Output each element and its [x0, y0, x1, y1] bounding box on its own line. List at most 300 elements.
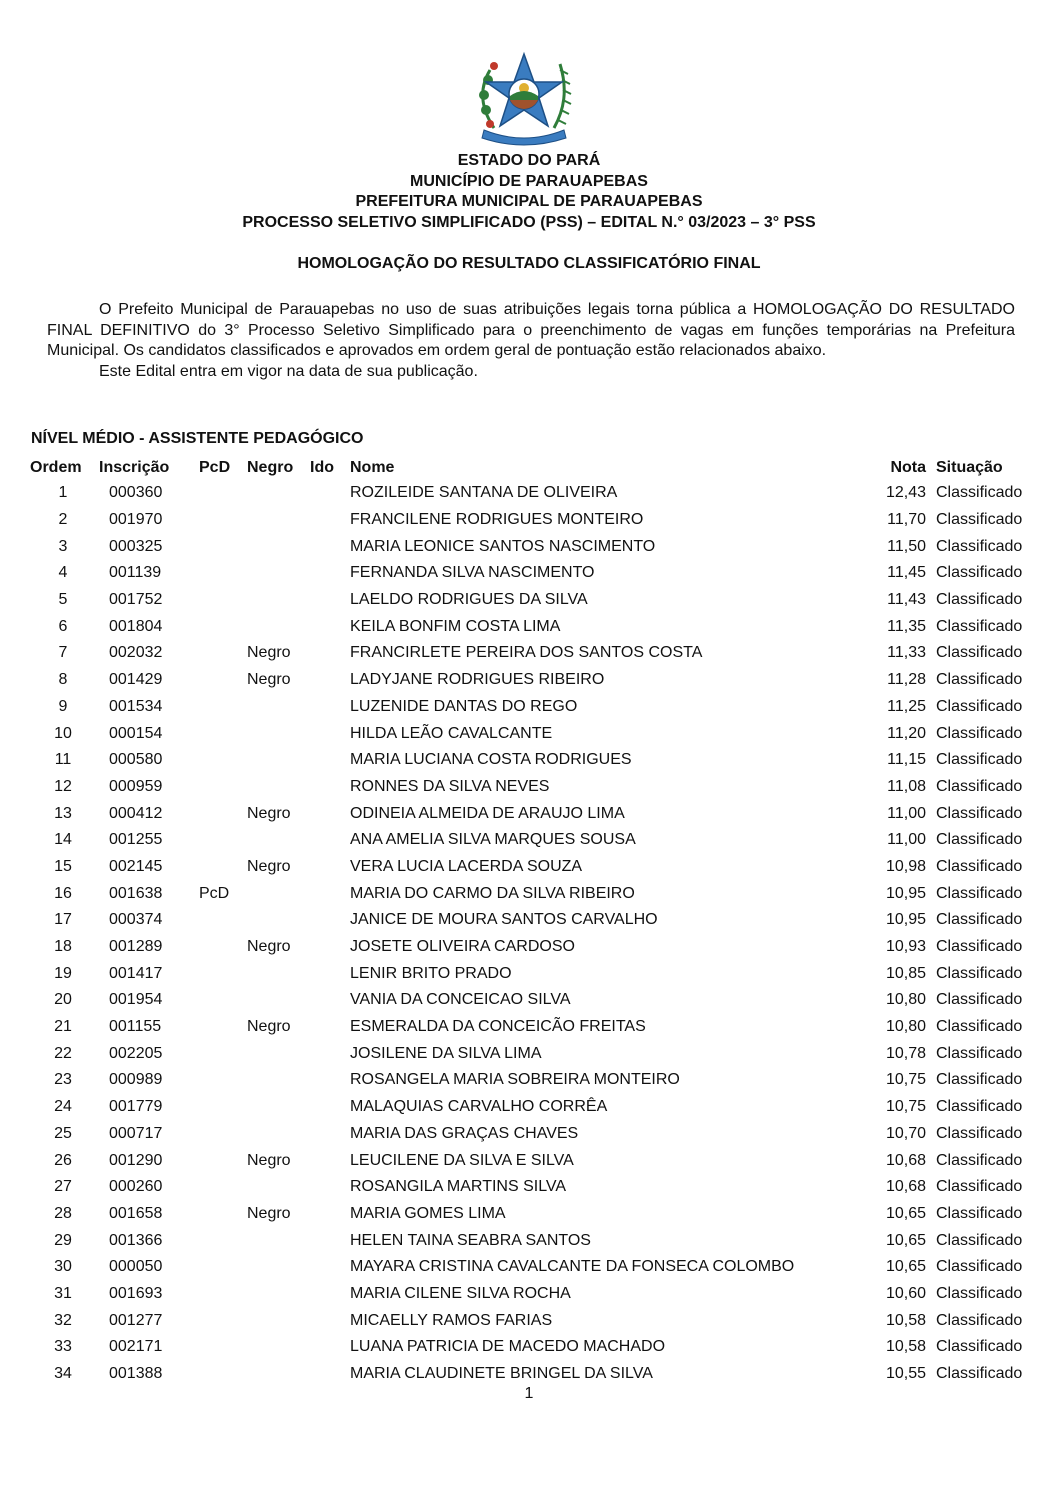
cell-negro: Negro [247, 671, 291, 689]
cell-nota: 10,65 [885, 1204, 926, 1222]
cell-nota: 11,50 [887, 537, 926, 555]
header-process: PROCESSO SELETIVO SIMPLIFICADO (PSS) – EDITAL N.° 03/2023 – 3° PSS [242, 213, 816, 231]
cell-nota: 11,35 [887, 617, 926, 635]
cell-pcd [199, 1040, 247, 1067]
cell-inscricao: 002145 [109, 857, 163, 875]
cell-pcd [199, 854, 247, 881]
cell-nota: 10,75 [885, 1098, 926, 1116]
cell-ido [310, 640, 350, 667]
cell-negro [247, 1121, 310, 1148]
cell-ordem: 27 [54, 1178, 72, 1196]
cell-negro [247, 827, 310, 854]
table-row [27, 1014, 1036, 1041]
cell-ido [310, 1040, 350, 1067]
table-row [27, 533, 1036, 560]
table-row [27, 1361, 1036, 1388]
table-row [27, 720, 1036, 747]
cell-nota: 10,58 [885, 1338, 926, 1356]
table-row [27, 1334, 1036, 1361]
cell-negro [247, 960, 310, 987]
cell-situacao: Classificado [936, 1365, 1023, 1383]
cell-situacao: Classificado [936, 1231, 1023, 1249]
table-row [27, 880, 1036, 907]
cell-nome: JANICE DE MOURA SANTOS CARVALHO [350, 911, 658, 929]
document-header [0, 151, 1058, 233]
table-row [27, 800, 1036, 827]
table-row [27, 960, 1036, 987]
cell-nome: LAELDO RODRIGUES DA SILVA [350, 591, 588, 609]
table-row [27, 774, 1036, 801]
cell-nota: 11,00 [887, 831, 926, 849]
cell-negro [247, 1334, 310, 1361]
column-header-ido: Ido [310, 458, 334, 476]
cell-inscricao: 001366 [109, 1231, 163, 1249]
table-row [27, 827, 1036, 854]
cell-pcd [199, 640, 247, 667]
cell-inscricao: 000360 [109, 484, 163, 502]
cell-pcd [199, 960, 247, 987]
cell-pcd [199, 774, 247, 801]
cell-ordem: 22 [54, 1044, 72, 1062]
cell-inscricao: 000989 [109, 1071, 163, 1089]
table-row [27, 1121, 1036, 1148]
table-row [27, 694, 1036, 721]
cell-pcd [199, 1014, 247, 1041]
cell-negro [247, 1281, 310, 1308]
cell-nome: LADYJANE RODRIGUES RIBEIRO [350, 671, 605, 689]
cell-ordem: 15 [54, 857, 72, 875]
cell-nome: ODINEIA ALMEIDA DE ARAUJO LIMA [350, 804, 625, 822]
table-row [27, 1067, 1036, 1094]
cell-pcd [199, 480, 247, 507]
cell-nota: 10,80 [885, 991, 926, 1009]
table-row [27, 667, 1036, 694]
cell-situacao: Classificado [936, 911, 1023, 929]
cell-negro [247, 1040, 310, 1067]
intro-paragraph-1: O Prefeito Municipal de Parauapebas no uso de suas atribuições legais torna pública a HOMOLOGAÇÃO DO RESULTADO FINAL DEFINITIVO do 3° Processo Seletivo Simplificado para o preenchimento de vagas em funções temporárias na Prefeitura Municipal. Os candidatos classificados e aprovados em ordem geral de pontuação estão relacionados abaixo. [47, 301, 1015, 359]
cell-ordem: 30 [54, 1258, 72, 1276]
cell-situacao: Classificado [936, 831, 1023, 849]
cell-nota: 11,33 [887, 644, 926, 662]
cell-ordem: 1 [58, 484, 68, 502]
cell-inscricao: 000154 [109, 724, 163, 742]
cell-inscricao: 001289 [109, 938, 163, 956]
cell-negro [247, 747, 310, 774]
cell-situacao: Classificado [936, 751, 1023, 769]
cell-nome: MARIA GOMES LIMA [350, 1204, 506, 1222]
cell-ordem: 34 [54, 1365, 72, 1383]
cell-negro [247, 720, 310, 747]
cell-negro: Negro [247, 1204, 291, 1222]
cell-situacao: Classificado [936, 777, 1023, 795]
cell-ordem: 8 [58, 671, 68, 689]
cell-situacao: Classificado [936, 1098, 1023, 1116]
cell-ido [310, 800, 350, 827]
cell-negro [247, 507, 310, 534]
cell-ordem: 23 [54, 1071, 72, 1089]
cell-nota: 10,68 [885, 1151, 926, 1169]
cell-situacao: Classificado [936, 644, 1023, 662]
cell-negro [247, 587, 310, 614]
cell-negro [247, 1067, 310, 1094]
cell-pcd [199, 1361, 247, 1388]
cell-ido [310, 667, 350, 694]
cell-inscricao: 001277 [109, 1311, 163, 1329]
cell-ordem: 17 [54, 911, 72, 929]
cell-nota: 10,95 [885, 911, 926, 929]
table-row [27, 480, 1036, 507]
header-prefecture: PREFEITURA MUNICIPAL DE PARAUAPEBAS [355, 193, 703, 210]
cell-nome: MARIA CILENE SILVA ROCHA [350, 1284, 571, 1302]
cell-ido [310, 1334, 350, 1361]
cell-situacao: Classificado [936, 1044, 1023, 1062]
cell-ordem: 16 [54, 884, 72, 902]
cell-ido [310, 560, 350, 587]
cell-ido [310, 1201, 350, 1228]
cell-ordem: 9 [58, 697, 68, 715]
cell-pcd [199, 1121, 247, 1148]
cell-negro: Negro [247, 644, 291, 662]
cell-pcd [199, 507, 247, 534]
cell-inscricao: 001417 [109, 964, 163, 982]
cell-inscricao: 000260 [109, 1178, 163, 1196]
column-header-situacao: Situação [936, 458, 1003, 476]
table-row [27, 613, 1036, 640]
cell-pcd [199, 720, 247, 747]
cell-nome: ANA AMELIA SILVA MARQUES SOUSA [350, 831, 636, 849]
cell-situacao: Classificado [936, 591, 1023, 609]
cell-ordem: 6 [58, 617, 68, 635]
page-number: 1 [524, 1385, 534, 1402]
table-header-row [27, 455, 1036, 480]
cell-inscricao: 000959 [109, 777, 163, 795]
cell-situacao: Classificado [936, 697, 1023, 715]
cell-nota: 10,93 [885, 938, 926, 956]
cell-nome: FRANCILENE RODRIGUES MONTEIRO [350, 511, 644, 529]
cell-nota: 10,75 [885, 1071, 926, 1089]
cell-ordem: 29 [54, 1231, 72, 1249]
cell-nome: MARIA LUCIANA COSTA RODRIGUES [350, 751, 632, 769]
cell-nome: ROZILEIDE SANTANA DE OLIVEIRA [350, 484, 618, 502]
cell-ordem: 32 [54, 1311, 72, 1329]
table-row [27, 1227, 1036, 1254]
cell-situacao: Classificado [936, 617, 1023, 635]
cell-nome: MARIA DAS GRAÇAS CHAVES [350, 1124, 579, 1142]
cell-nome: ESMERALDA DA CONCEICÃO FREITAS [350, 1018, 646, 1036]
cell-inscricao: 001155 [109, 1018, 162, 1036]
cell-negro [247, 907, 310, 934]
column-header-negro: Negro [247, 458, 294, 476]
cell-pcd [199, 1174, 247, 1201]
cell-situacao: Classificado [936, 1204, 1023, 1222]
cell-nome: VERA LUCIA LACERDA SOUZA [350, 857, 583, 875]
cell-inscricao: 001388 [109, 1365, 163, 1383]
table-body [27, 480, 1036, 1387]
table-row [27, 1254, 1036, 1281]
cell-pcd [199, 1094, 247, 1121]
cell-nota: 11,25 [887, 697, 926, 715]
cell-negro [247, 987, 310, 1014]
cell-pcd: PcD [199, 884, 230, 902]
document-title: HOMOLOGAÇÃO DO RESULTADO CLASSIFICATÓRIO FINAL [297, 255, 761, 272]
cell-inscricao: 001534 [109, 697, 163, 715]
cell-ido [310, 960, 350, 987]
cell-ido [310, 907, 350, 934]
table-row [27, 640, 1036, 667]
cell-negro: Negro [247, 938, 291, 956]
cell-nota: 11,70 [887, 511, 926, 529]
cell-situacao: Classificado [936, 724, 1023, 742]
cell-pcd [199, 1334, 247, 1361]
cell-nota: 10,85 [885, 964, 926, 982]
cell-ido [310, 507, 350, 534]
cell-situacao: Classificado [936, 964, 1023, 982]
cell-negro [247, 1307, 310, 1334]
cell-negro [247, 1361, 310, 1388]
cell-nome: VANIA DA CONCEICAO SILVA [350, 991, 571, 1009]
table-row [27, 747, 1036, 774]
cell-nota: 10,70 [885, 1124, 926, 1142]
cell-inscricao: 001139 [109, 564, 162, 582]
cell-negro [247, 1227, 310, 1254]
cell-ordem: 25 [54, 1124, 72, 1142]
table-row [27, 987, 1036, 1014]
cell-inscricao: 002032 [109, 644, 163, 662]
cell-ido [310, 480, 350, 507]
cell-ido [310, 587, 350, 614]
cell-pcd [199, 1281, 247, 1308]
cell-ordem: 3 [58, 537, 68, 555]
cell-inscricao: 001638 [109, 884, 163, 902]
cell-ordem: 14 [54, 831, 72, 849]
cell-situacao: Classificado [936, 1124, 1023, 1142]
cell-nome: HILDA LEÃO CAVALCANTE [350, 724, 553, 742]
cell-nome: JOSETE OLIVEIRA CARDOSO [350, 938, 575, 956]
cell-pcd [199, 533, 247, 560]
cell-negro [247, 533, 310, 560]
table-row [27, 1147, 1036, 1174]
table-row [27, 587, 1036, 614]
cell-nota: 10,60 [885, 1284, 926, 1302]
cell-negro [247, 1094, 310, 1121]
table-row [27, 1281, 1036, 1308]
cell-ido [310, 934, 350, 961]
cell-nome: ROSANGILA MARTINS SILVA [350, 1178, 567, 1196]
cell-pcd [199, 907, 247, 934]
cell-pcd [199, 1227, 247, 1254]
cell-ido [310, 613, 350, 640]
cell-situacao: Classificado [936, 857, 1023, 875]
cell-ordem: 31 [54, 1284, 72, 1302]
cell-ido [310, 720, 350, 747]
cell-negro [247, 560, 310, 587]
table-row [27, 1040, 1036, 1067]
cell-nome: MAYARA CRISTINA CAVALCANTE DA FONSECA COLOMBO [350, 1258, 795, 1276]
cell-ido [310, 1227, 350, 1254]
cell-ido [310, 854, 350, 881]
cell-ido [310, 694, 350, 721]
cell-inscricao: 001290 [109, 1151, 163, 1169]
cell-negro: Negro [247, 804, 291, 822]
cell-ido [310, 774, 350, 801]
column-header-nota: Nota [890, 458, 926, 476]
cell-negro [247, 694, 310, 721]
cell-ordem: 20 [54, 991, 72, 1009]
column-header-inscricao: Inscrição [99, 458, 170, 476]
cell-ido [310, 1121, 350, 1148]
intro-paragraph-2: Este Edital entra em vigor na data de sua publicação. [99, 362, 478, 380]
cell-inscricao: 000580 [109, 751, 163, 769]
cell-nome: LENIR BRITO PRADO [350, 964, 512, 982]
header-state: ESTADO DO PARÁ [457, 152, 601, 169]
cell-inscricao: 001658 [109, 1204, 163, 1222]
cell-pcd [199, 934, 247, 961]
cell-negro [247, 1174, 310, 1201]
cell-situacao: Classificado [936, 671, 1023, 689]
cell-negro: Negro [247, 1018, 291, 1036]
cell-ordem: 18 [54, 938, 72, 956]
cell-situacao: Classificado [936, 991, 1023, 1009]
cell-ido [310, 1147, 350, 1174]
cell-negro [247, 880, 310, 907]
cell-nome: HELEN TAINA SEABRA SANTOS [350, 1231, 591, 1249]
cell-pcd [199, 800, 247, 827]
cell-inscricao: 002205 [109, 1044, 163, 1062]
cell-situacao: Classificado [936, 804, 1023, 822]
cell-pcd [199, 587, 247, 614]
cell-situacao: Classificado [936, 884, 1023, 902]
cell-nota: 11,15 [887, 751, 926, 769]
cell-ido [310, 533, 350, 560]
cell-ido [310, 747, 350, 774]
cell-situacao: Classificado [936, 1151, 1023, 1169]
cell-situacao: Classificado [936, 1338, 1023, 1356]
cell-ordem: 28 [54, 1204, 72, 1222]
cell-ido [310, 827, 350, 854]
cell-inscricao: 001429 [109, 671, 163, 689]
cell-ordem: 10 [54, 724, 72, 742]
cell-nome: FERNANDA SILVA NASCIMENTO [350, 564, 595, 582]
cell-nome: ROSANGELA MARIA SOBREIRA MONTEIRO [350, 1071, 680, 1089]
cell-ido [310, 987, 350, 1014]
cell-inscricao: 000374 [109, 911, 163, 929]
cell-inscricao: 000325 [109, 537, 163, 555]
cell-nota: 10,58 [885, 1311, 926, 1329]
cell-ordem: 26 [54, 1151, 72, 1169]
cell-pcd [199, 1147, 247, 1174]
cell-situacao: Classificado [936, 938, 1023, 956]
cell-nota: 11,28 [887, 671, 926, 689]
cell-nota: 10,65 [885, 1231, 926, 1249]
column-header-pcd: PcD [199, 458, 231, 476]
cell-ordem: 21 [54, 1018, 72, 1036]
cell-nome: FRANCIRLETE PEREIRA DOS SANTOS COSTA [350, 644, 703, 662]
cell-ordem: 4 [58, 564, 68, 582]
cell-negro [247, 1254, 310, 1281]
cell-nota: 11,08 [887, 777, 926, 795]
cell-nome: MICAELLY RAMOS FARIAS [350, 1311, 553, 1329]
cell-nota: 10,80 [885, 1018, 926, 1036]
cell-nome: LUANA PATRICIA DE MACEDO MACHADO [350, 1338, 666, 1356]
table-row [27, 934, 1036, 961]
cell-ido [310, 1174, 350, 1201]
table-row [27, 1307, 1036, 1334]
cell-inscricao: 001752 [109, 591, 163, 609]
cell-situacao: Classificado [936, 511, 1023, 529]
cell-ordem: 19 [54, 964, 72, 982]
table-row [27, 507, 1036, 534]
header-municipality: MUNICÍPIO DE PARAUAPEBAS [410, 172, 648, 190]
cell-pcd [199, 694, 247, 721]
cell-inscricao: 000412 [109, 804, 163, 822]
table-row [27, 854, 1036, 881]
cell-ordem: 7 [58, 644, 68, 662]
cell-pcd [199, 827, 247, 854]
table-row [27, 1094, 1036, 1121]
cell-nota: 10,78 [885, 1044, 926, 1062]
cell-nota: 11,00 [887, 804, 926, 822]
cell-pcd [199, 560, 247, 587]
cell-inscricao: 002171 [109, 1338, 163, 1356]
table-row [27, 907, 1036, 934]
cell-nota: 10,68 [885, 1178, 926, 1196]
cell-pcd [199, 987, 247, 1014]
cell-nome: LUZENIDE DANTAS DO REGO [350, 697, 578, 715]
cell-ordem: 13 [54, 804, 72, 822]
table-row [27, 1174, 1036, 1201]
section-title: NÍVEL MÉDIO - ASSISTENTE PEDAGÓGICO [31, 430, 364, 447]
cell-situacao: Classificado [936, 564, 1023, 582]
cell-inscricao: 001693 [109, 1284, 163, 1302]
results-table [27, 455, 1036, 1387]
cell-pcd [199, 1067, 247, 1094]
cell-inscricao: 000717 [109, 1124, 163, 1142]
cell-situacao: Classificado [936, 1178, 1023, 1196]
cell-ido [310, 1094, 350, 1121]
cell-inscricao: 001779 [109, 1098, 163, 1116]
cell-pcd [199, 1307, 247, 1334]
cell-negro: Negro [247, 857, 291, 875]
cell-nota: 11,20 [887, 724, 926, 742]
cell-inscricao: 001804 [109, 617, 163, 635]
cell-pcd [199, 1254, 247, 1281]
cell-nome: KEILA BONFIM COSTA LIMA [350, 617, 561, 635]
cell-negro [247, 613, 310, 640]
cell-nota: 11,45 [887, 564, 926, 582]
cell-inscricao: 001954 [109, 991, 163, 1009]
cell-situacao: Classificado [936, 484, 1023, 502]
cell-nome: MARIA LEONICE SANTOS NASCIMENTO [350, 537, 656, 555]
cell-nome: RONNES DA SILVA NEVES [350, 777, 550, 795]
cell-situacao: Classificado [936, 1258, 1023, 1276]
cell-nota: 11,43 [887, 591, 926, 609]
cell-nome: MARIA DO CARMO DA SILVA RIBEIRO [350, 884, 635, 902]
table-row [27, 1201, 1036, 1228]
cell-situacao: Classificado [936, 1018, 1023, 1036]
cell-ordem: 5 [58, 591, 68, 609]
cell-ido [310, 1067, 350, 1094]
cell-ordem: 2 [58, 511, 68, 529]
cell-pcd [199, 667, 247, 694]
cell-inscricao: 000050 [109, 1258, 163, 1276]
municipal-coat-of-arms-icon [464, 50, 584, 146]
table-row [27, 560, 1036, 587]
cell-situacao: Classificado [936, 1284, 1023, 1302]
cell-negro [247, 774, 310, 801]
column-header-nome: Nome [350, 458, 395, 476]
intro-text [47, 300, 1015, 382]
column-header-ordem: Ordem [30, 458, 82, 476]
